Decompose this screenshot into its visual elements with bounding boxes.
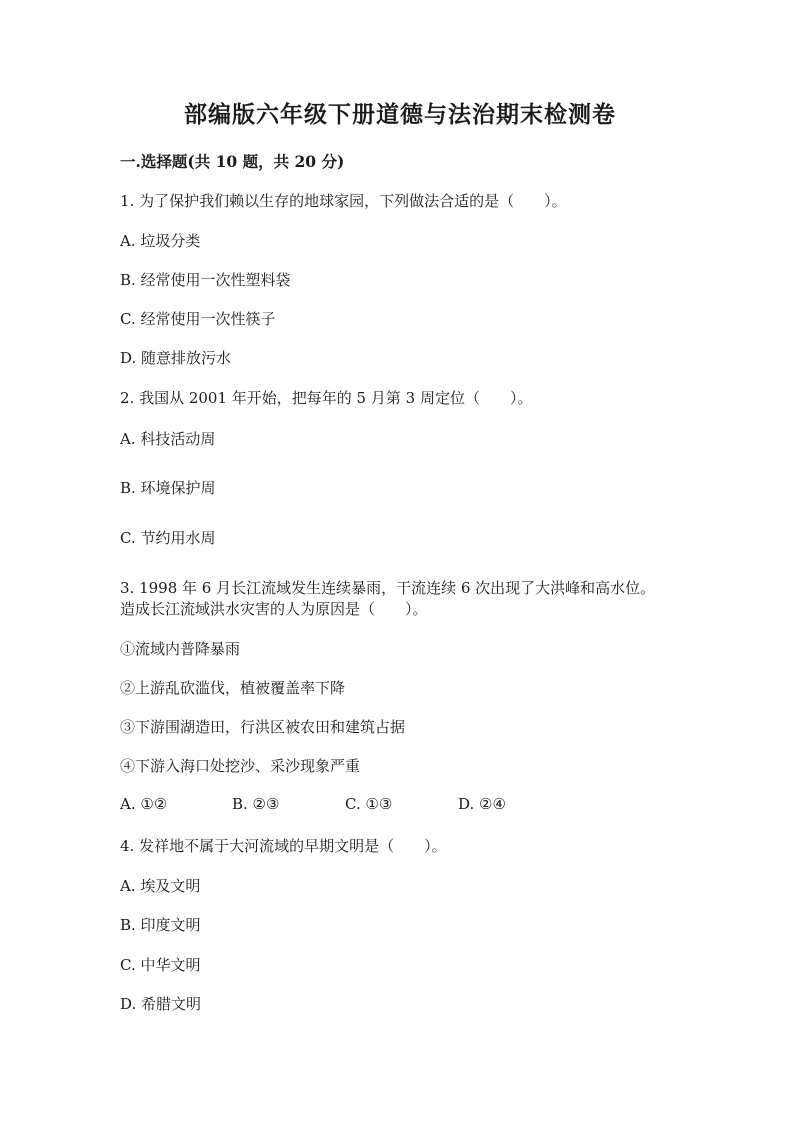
question-1-option-c: C. 经常使用一次性筷子 xyxy=(120,310,276,328)
exam-title: 部编版六年级下册道德与法治期末检测卷 xyxy=(184,101,616,128)
question-1-option-d: D. 随意排放污水 xyxy=(120,349,232,367)
question-3-option-d: D. ②④ xyxy=(458,795,506,813)
question-3-statement-1: ①流域内普降暴雨 xyxy=(120,640,241,658)
question-3-statement-4: ④下游入海口处挖沙、采沙现象严重 xyxy=(120,757,361,775)
question-3-statement-2: ②上游乱砍滥伐，植被覆盖率下降 xyxy=(120,679,346,697)
question-1-option-a: A. 垃圾分类 xyxy=(120,232,201,250)
question-3-option-c: C. ①③ xyxy=(345,795,393,813)
question-2-option-b: B. 环境保护周 xyxy=(120,479,216,497)
question-2-option-c: C. 节约用水周 xyxy=(120,529,216,547)
question-3-option-b: B. ②③ xyxy=(232,795,280,813)
question-2-option-a: A. 科技活动周 xyxy=(120,430,216,448)
question-1-stem: 1. 为了保护我们赖以生存的地球家园，下列做法合适的是（ ）。 xyxy=(120,192,567,210)
question-3-option-a: A. ①② xyxy=(120,795,168,813)
question-3-options-row xyxy=(120,795,640,817)
question-3-stem-line-2: 造成长江流域洪水灾害的人为原因是（ ）。 xyxy=(120,600,428,618)
question-4-option-b: B. 印度文明 xyxy=(120,916,201,934)
question-2-stem: 2. 我国从 2001 年开始，把每年的 5 月第 3 周定位（ ）。 xyxy=(120,389,533,407)
section-heading: 一.选择题(共 10 题，共 20 分) xyxy=(120,152,345,171)
question-1-option-b: B. 经常使用一次性塑料袋 xyxy=(120,271,291,289)
question-4-stem: 4. 发祥地不属于大河流域的早期文明是（ ）。 xyxy=(120,837,447,855)
question-4-option-c: C. 中华文明 xyxy=(120,956,201,974)
question-3-stem-line-1: 3. 1998 年 6 月长江流域发生连续暴雨，干流连续 6 次出现了大洪峰和高水位。 xyxy=(120,579,656,597)
question-4-option-a: A. 埃及文明 xyxy=(120,877,201,895)
question-4-option-d: D. 希腊文明 xyxy=(120,995,202,1013)
question-3-statement-3: ③下游围湖造田，行洪区被农田和建筑占据 xyxy=(120,718,406,736)
